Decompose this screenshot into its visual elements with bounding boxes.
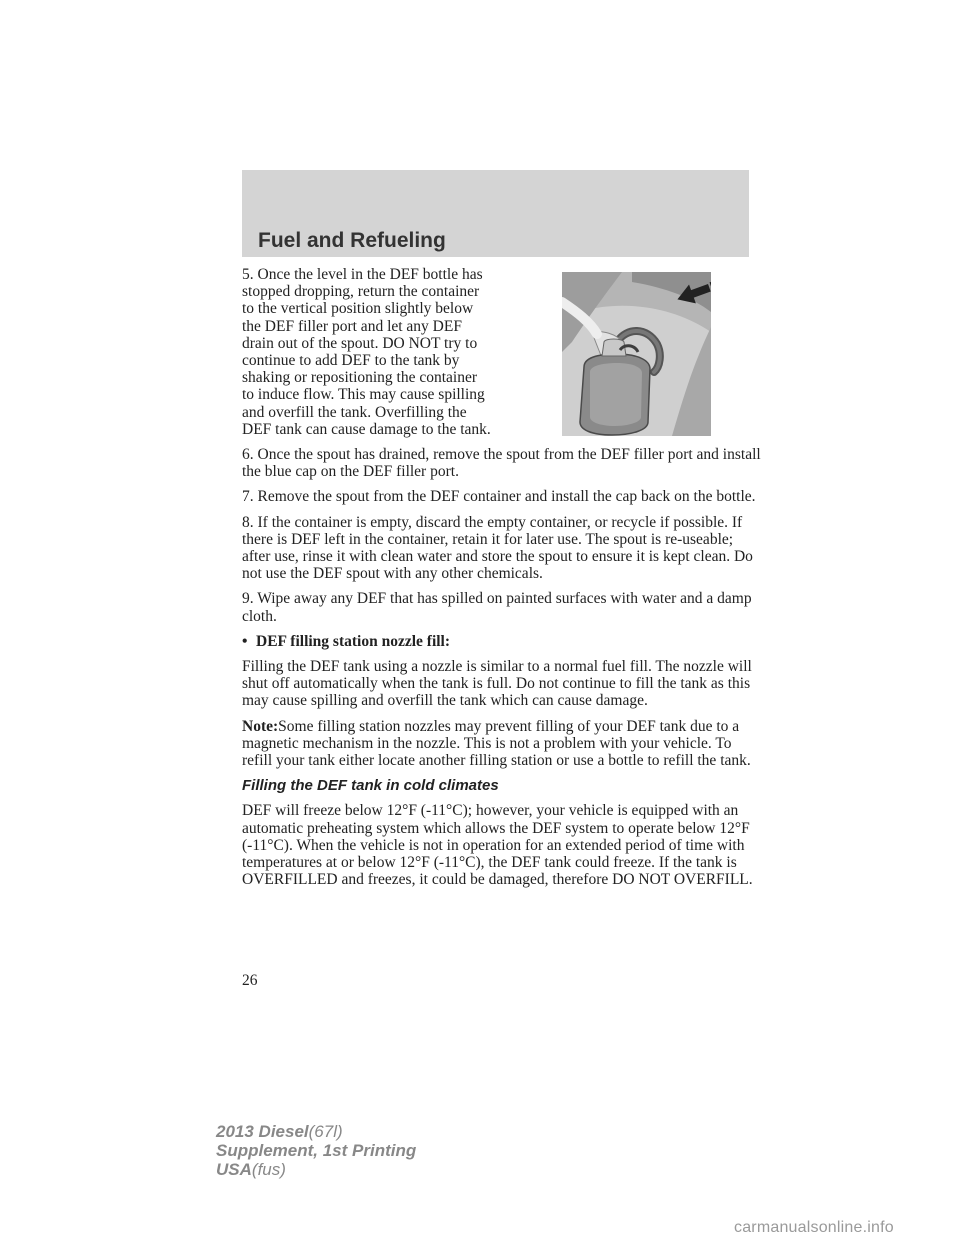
step-5: 5. Once the level in the DEF bottle has stopped dropping, return the container to the vertical position slightly below the DEF filler port and let any DEF drain out of the spout. DO NOT try to continue to add DEF to the tank by shaking or repositioning the container to induce flow. This may cause spilling and overfill the tank. Overfilling the DEF tank can cause damage to the tank. <box>242 266 491 438</box>
section-title: Fuel and Refueling <box>258 229 446 252</box>
cold-climate-paragraph: DEF will freeze below 12°F (-11°C); however, your vehicle is equipped with an automatic preheating system which allows the DEF system to operate below 12°F (-11°C). When the vehicle is not in operation for an extended period of time with temperatures at or below 12°F (-11°C), the DEF tank could freeze. If the tank is OVERFILLED and freezes, it could be damaged, therefore DO NOT OVERFILL. <box>242 802 753 889</box>
print-footer <box>216 1122 416 1179</box>
step-9: 9. Wipe away any DEF that has spilled on painted surfaces with water and a damp cloth. <box>242 590 752 625</box>
page-body <box>242 266 762 897</box>
note-paragraph <box>242 718 762 770</box>
page-number: 26 <box>242 972 258 989</box>
note-text: Some filling station nozzles may prevent filling of your DEF tank due to a magnetic mechanism in the nozzle. This is not a problem with your vehicle. To refill your tank either locate another filling station or use a bottle to refill the tank. <box>242 717 751 770</box>
note-label: Note: <box>242 717 279 735</box>
footer-printing: Supplement, 1st Printing <box>216 1141 417 1160</box>
cold-climate-heading: Filling the DEF tank in cold climates <box>242 777 499 795</box>
bullet-label: DEF filling station nozzle fill: <box>256 632 451 650</box>
step-6: 6. Once the spout has drained, remove the spout from the DEF filler port and install the blue cap on the DEF filler port. <box>242 446 761 481</box>
bullet-icon: • <box>242 632 248 650</box>
nozzle-fill-paragraph: Filling the DEF tank using a nozzle is similar to a normal fuel fill. The nozzle will shut off automatically when the tank is full. Do not continue to fill the tank as this may cause spilling and overfill the tank which can cause damage. <box>242 658 752 710</box>
step-8: 8. If the container is empty, discard the empty container, or recycle if possible. If there is DEF left in the container, retain it for later use. The spout is re-useable; after use, rinse it with clean water and store the spout to ensure it is kept clean. Do not use the DEF spout with any other chemicals. <box>242 513 753 583</box>
footer-region-code: (fus) <box>251 1160 286 1179</box>
footer-code: (67l) <box>308 1122 343 1141</box>
footer-region: USA <box>216 1160 252 1179</box>
footer-edition: 2013 Diesel <box>216 1122 309 1141</box>
nozzle-fill-bullet <box>242 633 762 650</box>
step-7: 7. Remove the spout from the DEF container and install the cap back on the bottle. <box>242 488 756 506</box>
watermark: carmanualsonline.info <box>734 1219 894 1236</box>
